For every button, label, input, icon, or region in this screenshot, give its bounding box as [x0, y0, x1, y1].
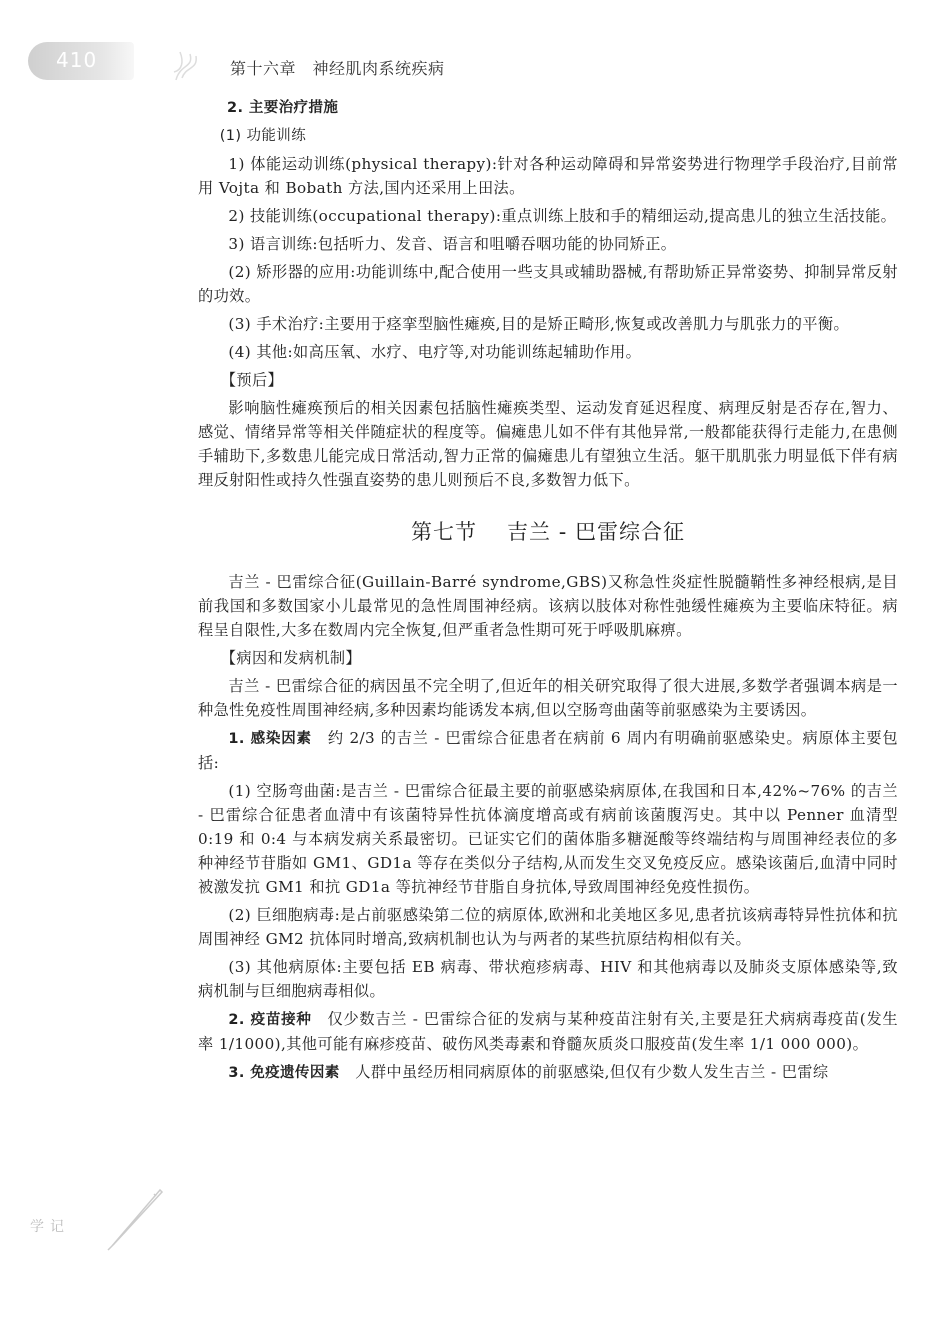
etiology-heading: 【病因和发病机制】 [220, 649, 362, 667]
page-body [198, 96, 898, 1089]
section-title [198, 520, 898, 544]
chapter-title: 第十六章 神经肌肉系统疾病 [230, 59, 445, 78]
section-number: 第七节 [411, 520, 478, 544]
treatment-item-2: (2) 矫形器的应用:功能训练中,配合使用一些支具或辅助器械,有帮助矫正异常姿势、抑制异常反射的功效。 [198, 263, 898, 305]
treatment-item-1-3: 3) 语言训练:包括听力、发音、语言和咀嚼吞咽功能的协同矫正。 [228, 235, 677, 253]
campylobacter-paragraph: (1) 空肠弯曲菌:是吉兰 - 巴雷综合征最主要的前驱感染病原体,在我国和日本,42%~76% 的吉兰 - 巴雷综合征患者血清中有该菌特异性抗体滴度增高或有病前该菌腹泻史。其中以 Penner 血清型 0:19 和 0:4 与本病发病关系最密切。已证实它们的菌体脂多糖涎酸等终端结构与周围神经表位的多种神经节苷脂如 GM1、GD1a 等存在类似分子结构,从而发生交叉免疫反应。感染该菌后,血清中同时被激发抗 GM1 和抗 GD1a 等抗神经节苷脂自身抗体,导致周围神经免疫性损伤。 [198, 782, 898, 896]
genetic-title: 3. 免疫遗传因素 [228, 1065, 340, 1081]
other-pathogens-paragraph: (3) 其他病原体:主要包括 EB 病毒、带状疱疹病毒、HIV 和其他病毒以及肺炎支原体感染等,致病机制与巨细胞病毒相似。 [198, 958, 898, 1000]
cmv-paragraph: (2) 巨细胞病毒:是占前驱感染第二位的病原体,欧洲和北美地区多见,患者抗该病毒特异性抗体和抗周围神经 GM2 抗体同时增高,致病机制也认为与两者的某些抗原结构相似有关。 [198, 906, 898, 948]
etiology-text: 吉兰 - 巴雷综合征的病因虽不完全明了,但近年的相关研究取得了很大进展,多数学者强调本病是一种急性免疫性周围神经病,多种因素均能诱发本病,但以空肠弯曲菌等前驱感染为主要诱因。 [198, 677, 898, 719]
vaccine-title: 2. 疫苗接种 [228, 1012, 312, 1028]
margin-note: 学记 [30, 1219, 70, 1235]
genetic-paragraph [198, 1060, 898, 1085]
decorative-swirl-icon [172, 44, 202, 84]
infection-title: 1. 感染因素 [228, 731, 312, 747]
section-name: 吉兰 - 巴雷综合征 [507, 520, 685, 544]
prognosis-text: 影响脑性瘫痪预后的相关因素包括脑性瘫痪类型、运动发育延迟程度、病理反射是否存在,智力、感觉、情绪异常等相关伴随症状的程度等。偏瘫患儿如不伴有其他异常,一般都能获得行走能力,在患侧手辅助下,多数患儿能完成日常活动,智力正常的偏瘫患儿有望独立生活。躯干肌肌张力明显低下伴有病理反射阳性或持久性强直姿势的患儿则预后不良,多数智力低下。 [198, 399, 898, 489]
treatment-item-4: (4) 其他:如高压氧、水疗、电疗等,对功能训练起辅助作用。 [228, 343, 642, 361]
treatment-heading: 2. 主要治疗措施 [227, 100, 339, 116]
pen-icon [104, 1186, 164, 1252]
treatment-item-1: (1) 功能训练 [219, 128, 307, 144]
section-intro: 吉兰 - 巴雷综合征(Guillain-Barré syndrome,GBS)又称急性炎症性脱髓鞘性多神经根病,是目前我国和多数国家小儿最常见的急性周围神经病。该病以肢体对称性弛缓性瘫痪为主要临床特征。病程呈自限性,大多在数周内完全恢复,但严重者急性期可死于呼吸肌麻痹。 [198, 573, 898, 639]
prognosis-heading: 【预后】 [220, 371, 284, 389]
infection-text: 约 2/3 的吉兰 - 巴雷综合征患者在病前 6 周内有明确前驱感染史。病原体主要包括: [198, 729, 898, 772]
treatment-item-1-2: 2) 技能训练(occupational therapy):重点训练上肢和手的精细运动,提高患儿的独立生活技能。 [228, 207, 897, 225]
treatment-item-1-1: 1) 体能运动训练(physical therapy):针对各种运动障碍和异常姿势进行物理学手段治疗,目前常用 Vojta 和 Bobath 方法,国内还采用上田法。 [198, 155, 898, 197]
infection-paragraph [198, 726, 898, 775]
treatment-item-3: (3) 手术治疗:主要用于痉挛型脑性瘫痪,目的是矫正畸形,恢复或改善肌力与肌张力的平衡。 [228, 315, 850, 333]
vaccine-text: 仅少数吉兰 - 巴雷综合征的发病与某种疫苗注射有关,主要是狂犬病病毒疫苗(发生率 1/1000),其他可能有麻疹疫苗、破伤风类毒素和脊髓灰质炎口服疫苗(发生率 1/1 000 000)。 [198, 1010, 898, 1053]
genetic-text: 人群中虽经历相同病原体的前驱感染,但仅有少数人发生吉兰 - 巴雷综 [355, 1063, 829, 1081]
vaccine-paragraph [198, 1007, 898, 1056]
page-number: 410 [56, 48, 98, 72]
